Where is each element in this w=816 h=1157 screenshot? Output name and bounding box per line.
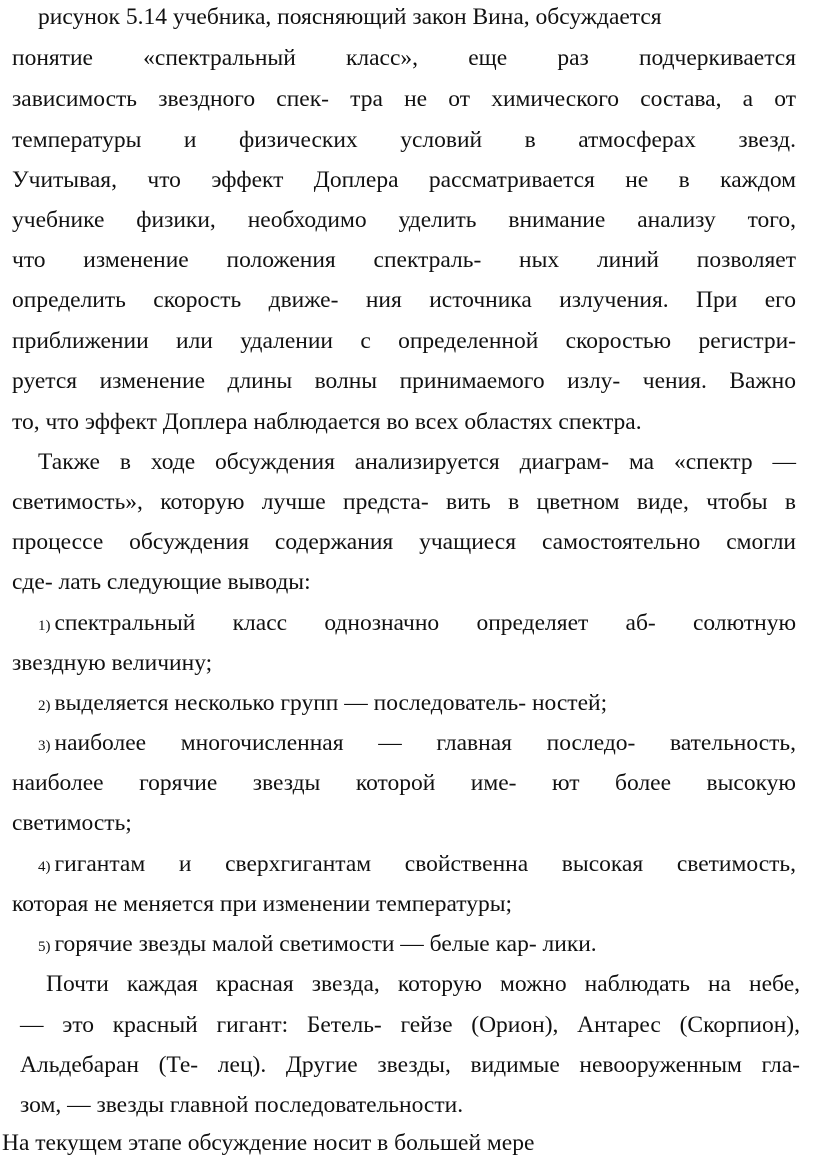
text-line: которая не меняется при изменении температуры; [12, 891, 513, 917]
list-item [38, 850, 796, 881]
text-line: понятие «спектральный класс», еще раз подчеркивается [12, 45, 796, 71]
text-line: процессе обсуждения содержания учащиеся самостоятельно смогли [12, 529, 796, 555]
list-number: 5) [38, 939, 51, 955]
list-number: 1) [38, 618, 51, 634]
text-line: зом, — звезды главной последовательности. [20, 1092, 464, 1118]
list-item-text: гигантам и сверхгигантам свойственна высокая светимость, [54, 851, 796, 877]
list-number: 3) [38, 738, 51, 754]
text-line: определить скорость движе- ния источника излучения. При его [12, 287, 796, 313]
list-item-text: спектральный класс однозначно определяет аб- солютную [54, 610, 796, 636]
text-line: рисунок 5.14 учебника, поясняющий закон Вина, обсуждается [38, 4, 662, 30]
text-line: учебнике физики, необходимо уделить внимание анализу того, [12, 207, 796, 233]
list-item-text: выделяется несколько групп — последователь- ностей; [54, 690, 608, 716]
list-item [38, 609, 796, 640]
text-line: Альдебаран (Те- лец). Другие звезды, видимые невооруженным гла- [20, 1052, 800, 1078]
text-line: руется изменение длины волны принимаемого излу- чения. Важно [12, 368, 796, 394]
text-line: звездную величину; [12, 650, 213, 676]
text-line: зависимость звездного спек- тра не от химического состава, а от [12, 86, 796, 112]
list-number: 2) [38, 698, 51, 714]
text-line: сде- лать следующие выводы: [12, 569, 311, 595]
list-item-text: горячие звезды малой светимости — белые кар- лики. [54, 931, 597, 957]
text-line: приближении или удалении с определенной скоростью регистри- [12, 328, 796, 354]
list-item-text: наиболее многочисленная — главная последо- вательность, [54, 730, 796, 756]
text-line: светимость; [12, 810, 132, 836]
text-line: Также в ходе обсуждения анализируется диаграм- ма «спектр — [38, 449, 796, 475]
text-line: На текущем этапе обсуждение носит в большей мере [2, 1130, 535, 1156]
list-item [38, 729, 796, 760]
text-line: — это красный гигант: Бетель- гейзе (Орион), Антарес (Скорпион), [20, 1012, 800, 1038]
text-line: температуры и физических условий в атмосферах звезд. [12, 127, 796, 153]
list-number: 4) [38, 859, 51, 875]
text-line: Почти каждая красная звезда, которую можно наблюдать на небе, [46, 971, 800, 997]
text-line: наиболее горячие звезды которой име- ют более высокую [12, 770, 796, 796]
text-line: светимость», которую лучше предста- вить в цветном виде, чтобы в [12, 489, 796, 515]
list-item [38, 689, 607, 720]
text-line: что изменение положения спектраль- ных линий позволяет [12, 247, 796, 273]
list-item [38, 930, 597, 961]
text-line: то, что эффект Доплера наблюдается во всех областях спектра. [12, 409, 642, 435]
text-line: Учитывая, что эффект Доплера рассматривается не в каждом [12, 167, 796, 193]
